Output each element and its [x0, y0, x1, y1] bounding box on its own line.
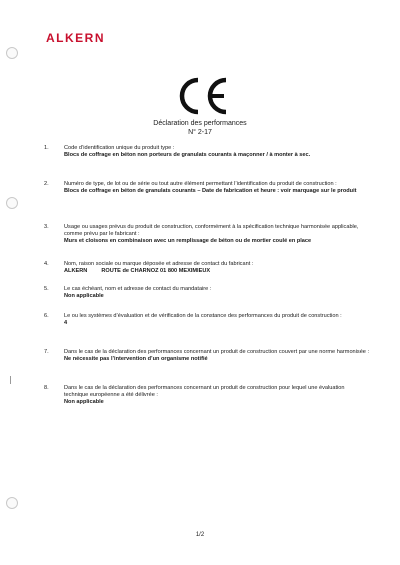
section-value: Murs et cloisons en combinaison avec un remplissage de béton ou de mortier coulé en place	[64, 238, 312, 245]
section-value: Non applicable	[64, 399, 104, 406]
section-label: Numéro de type, de lot ou de série ou tout autre élément permettant l’identification du produit de construction :	[64, 181, 337, 187]
document-title	[0, 119, 400, 137]
section-value: Blocs de coffrage en béton de granulats courants – Date de fabrication et heure : voir marquage sur le produit	[64, 188, 357, 195]
section-label: Dans le cas de la déclaration des performances concernant un produit de construction couvert par une norme harmonisée :	[64, 349, 370, 355]
punch-hole-middle	[6, 197, 18, 209]
section-value: Ne nécessite pas l’intervention d’un organisme notifié	[64, 356, 208, 363]
section-label: Code d’identification unique du produit type :	[64, 145, 175, 151]
section-label: Usage ou usages prévus du produit de construction, conformément à la spécification technique harmonisée applicable, comme prévu par le fabricant :	[64, 224, 359, 238]
section-number: 4.	[44, 261, 49, 267]
title-line: Déclaration des performances	[153, 120, 247, 127]
manufacturer-contact	[64, 268, 370, 275]
section-number: 6.	[44, 313, 49, 319]
section-label: Le ou les systèmes d’évaluation et de vérification de la constance des performances du produit de construction :	[64, 313, 342, 319]
section-number: 1.	[44, 145, 49, 151]
section-number: 2.	[44, 181, 49, 187]
section-label: Nom, raison sociale ou marque déposée et adresse de contact du fabricant :	[64, 261, 254, 267]
section-label: Le cas échéant, nom et adresse de contact du mandataire :	[64, 286, 212, 292]
section-8	[44, 385, 370, 407]
section-3	[44, 224, 370, 246]
margin-tick	[10, 376, 11, 384]
page-number: 1/2	[195, 532, 205, 538]
manufacturer-name: ALKERN	[64, 268, 88, 275]
section-value: Blocs de coffrage en béton non porteurs de granulats courants à maçonner / à monter à sec.	[64, 152, 311, 159]
section-value: Non applicable	[64, 293, 104, 300]
manufacturer-address: ROUTE de CHARNOZ 01 800 MEXIMIEUX	[101, 268, 211, 275]
section-number: 8.	[44, 385, 49, 391]
section-4	[44, 261, 370, 275]
alkern-logo: ALKERN	[46, 31, 105, 45]
section-2	[44, 181, 370, 195]
section-number: 7.	[44, 349, 49, 355]
section-1	[44, 145, 370, 159]
punch-hole-top	[6, 47, 18, 59]
ce-mark-icon	[172, 76, 232, 116]
section-number: 5.	[44, 286, 49, 292]
section-5	[44, 286, 370, 300]
section-7	[44, 349, 370, 363]
section-value: 4	[64, 320, 68, 327]
section-number: 3.	[44, 224, 49, 230]
declaration-number: N° 2-17	[188, 129, 212, 136]
punch-hole-bottom	[6, 497, 18, 509]
section-label: Dans le cas de la déclaration des performances concernant un produit de construction pour lequel une évaluation technique européenne a été délivrée :	[64, 385, 345, 399]
section-6	[44, 313, 370, 327]
